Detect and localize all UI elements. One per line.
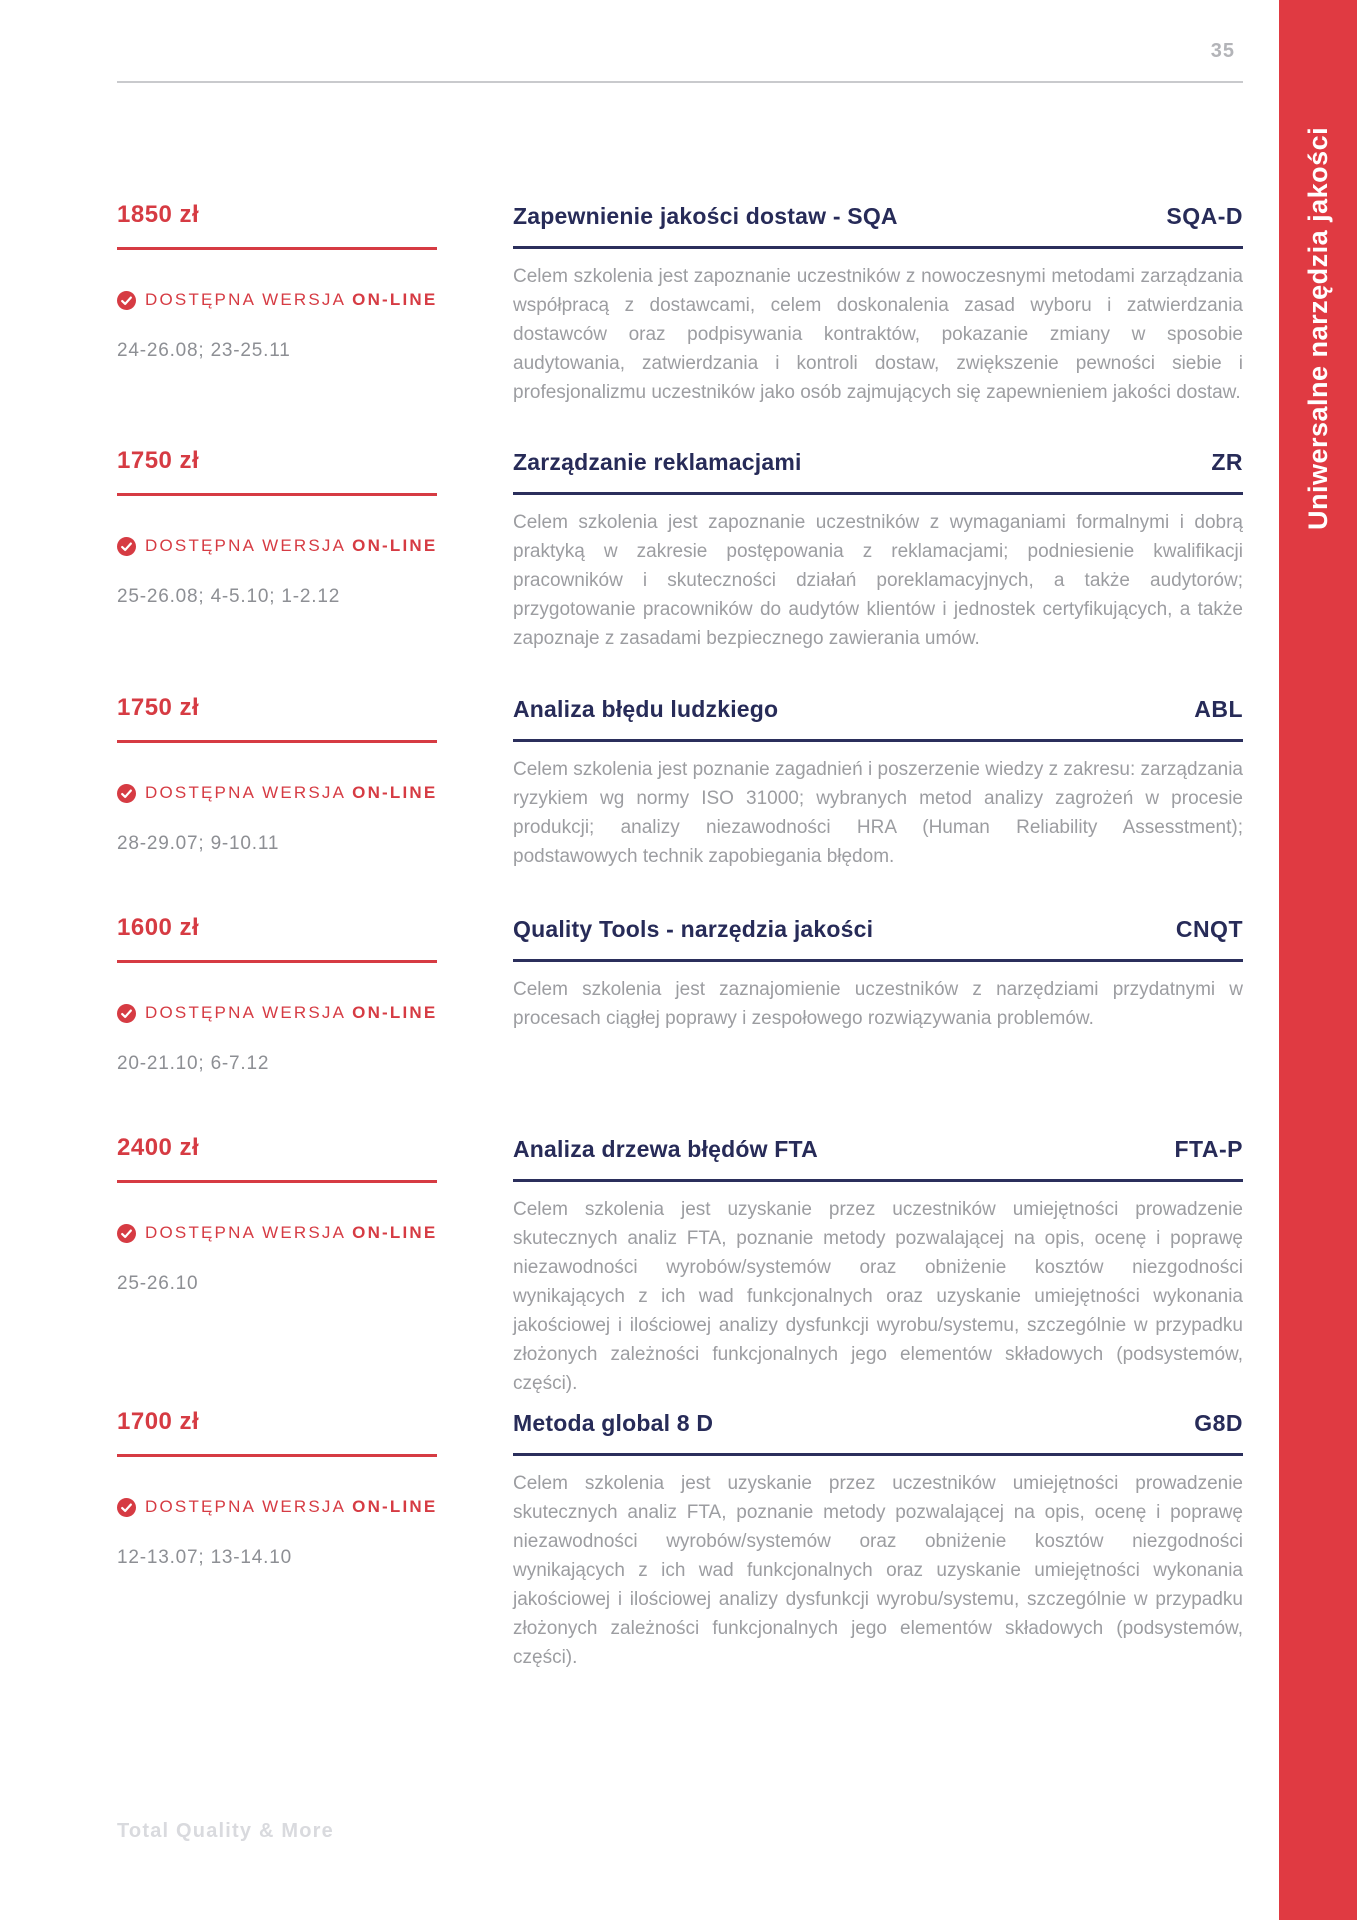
course-title: Zarządzanie reklamacjami (513, 449, 802, 475)
course-price: 1600 zł (117, 914, 200, 941)
course-meta-column (117, 916, 437, 1075)
course-dates: 25-26.08; 4-5.10; 1-2.12 (117, 586, 341, 607)
course-description: Celem szkolenia jest zaznajomienie uczestników z narzędziami przydatnymi w procesach ciągłej poprawy i zespołowego rozwiązywania problemów. (513, 979, 1243, 1029)
course-detail-column (513, 696, 1243, 871)
course-meta-column (117, 1136, 437, 1295)
course-dates: 12-13.07; 13-14.10 (117, 1547, 292, 1568)
availability-label: DOSTĘPNA WERSJA (145, 1223, 347, 1242)
title-divider (513, 739, 1243, 742)
availability-online-label: ON-LINE (352, 1003, 438, 1022)
course-code: ZR (1211, 449, 1243, 475)
course-description: Celem szkolenia jest poznanie zagadnień i poszerzenie wiedzy z zakresu: zarządzania ryzykiem wg normy ISO 31000; wybranych metod analizy zagrożeń w procesie produkcji; analizy niezawodności HRA (Human Reliability Assesstment); podstawowych technik zapobiegania błędom. (513, 759, 1243, 867)
footer-brand: Total Quality & More (117, 1820, 334, 1842)
course-meta-column (117, 696, 437, 855)
availability-row (117, 536, 437, 556)
course-title-row (513, 449, 1243, 476)
course-description: Celem szkolenia jest zapoznanie uczestników z nowoczesnymi metodami zarządzania współpracą z dostawcami, celem doskonalenia zasad wyboru i zatwierdzania dostawców oraz podpisywania kontraktów, pokazanie zmiany w sposobie audytowania, zatwierdzania i kontroli dostaw, zwiększenie pewności siebie i profesjonalizmu uczestników jako osób zajmujących się zapewnieniem jakości dostaw. (513, 266, 1243, 403)
sidebar-vertical-label: Uniwersalne narzędzia jakości (1303, 126, 1333, 530)
price-divider (117, 1180, 437, 1183)
course-dates: 24-26.08; 23-25.11 (117, 340, 291, 361)
top-divider (117, 81, 1243, 83)
course-code: SQA-D (1166, 203, 1243, 229)
course-dates: 25-26.10 (117, 1273, 199, 1294)
availability-row (117, 1223, 437, 1243)
check-circle-icon (117, 291, 136, 310)
course-detail-column (513, 449, 1243, 653)
course-title: Analiza drzewa błędów FTA (513, 1136, 818, 1162)
check-circle-icon (117, 1224, 136, 1243)
title-divider (513, 246, 1243, 249)
course-title-row (513, 1410, 1243, 1437)
course-price: 2400 zł (117, 1134, 200, 1161)
course-title: Quality Tools - narzędzia jakości (513, 916, 874, 942)
course-meta-column (117, 203, 437, 362)
course-description: Celem szkolenia jest uzyskanie przez uczestników umiejętności prowadzenie skutecznych analiz FTA, poznanie metody pozwalającej na opis, ocenę i poprawę niezawodności wyrobów/systemów oraz obniżenie kosztów niezgodności wynikających z ich wad funkcjonalnych oraz uzyskanie umiejętności wykonania jakościowej i ilościowej analizy dysfunkcji wyrobu/systemu, szczególnie w przypadku złożonych zależności funkcjonalnych jego elementów składowych (podsystemów, części). (513, 1473, 1243, 1668)
availability-label: DOSTĘPNA WERSJA (145, 536, 347, 555)
price-divider (117, 960, 437, 963)
check-circle-icon (117, 1004, 136, 1023)
title-divider (513, 959, 1243, 962)
course-price: 1850 zł (117, 201, 200, 228)
course-code: CNQT (1175, 916, 1243, 942)
course-title-row (513, 696, 1243, 723)
availability-row (117, 783, 437, 803)
course-title-row (513, 203, 1243, 230)
availability-label: DOSTĘPNA WERSJA (145, 1003, 347, 1022)
course-description: Celem szkolenia jest zapoznanie uczestników z wymaganiami formalnymi i dobrą praktyką w zakresie postępowania z reklamacjami; podniesienie kwalifikacji pracowników i skuteczności działań poreklamacyjnych, a także audytorów; przygotowanie pracowników do audytów klientów i jednostek certyfikujących, a także zapoznaje z zasadami bezpiecznego zawierania umów. (513, 512, 1243, 649)
course-detail-column (513, 203, 1243, 407)
price-divider (117, 1454, 437, 1457)
availability-online-label: ON-LINE (352, 1497, 438, 1516)
title-divider (513, 1453, 1243, 1456)
check-circle-icon (117, 1498, 136, 1517)
price-divider (117, 740, 437, 743)
course-code: G8D (1194, 1410, 1243, 1436)
availability-label: DOSTĘPNA WERSJA (145, 1497, 347, 1516)
availability-online-label: ON-LINE (352, 290, 438, 309)
title-divider (513, 492, 1243, 495)
availability-online-label: ON-LINE (352, 536, 438, 555)
price-divider (117, 247, 437, 250)
course-title-row (513, 1136, 1243, 1163)
course-meta-column (117, 449, 437, 608)
course-dates: 28-29.07; 9-10.11 (117, 833, 280, 854)
availability-online-label: ON-LINE (352, 783, 438, 802)
course-title-row (513, 916, 1243, 943)
course-price: 1750 zł (117, 694, 200, 721)
course-detail-column (513, 916, 1243, 1033)
course-title: Zapewnienie jakości dostaw - SQA (513, 203, 898, 229)
availability-row (117, 1497, 437, 1517)
course-code: ABL (1194, 696, 1243, 722)
course-price: 1750 zł (117, 447, 200, 474)
availability-row (117, 1003, 437, 1023)
check-circle-icon (117, 784, 136, 803)
course-price: 1700 zł (117, 1408, 200, 1435)
sidebar-bar (1279, 0, 1357, 1920)
availability-online-label: ON-LINE (352, 1223, 438, 1242)
course-detail-column (513, 1410, 1243, 1672)
title-divider (513, 1179, 1243, 1182)
course-dates: 20-21.10; 6-7.12 (117, 1053, 270, 1074)
course-meta-column (117, 1410, 437, 1569)
availability-label: DOSTĘPNA WERSJA (145, 783, 347, 802)
course-detail-column (513, 1136, 1243, 1398)
price-divider (117, 493, 437, 496)
course-title: Metoda global 8 D (513, 1410, 714, 1436)
check-circle-icon (117, 537, 136, 556)
availability-label: DOSTĘPNA WERSJA (145, 290, 347, 309)
page-number: 35 (1210, 40, 1235, 62)
course-title: Analiza błędu ludzkiego (513, 696, 779, 722)
course-code: FTA-P (1174, 1136, 1243, 1162)
availability-row (117, 290, 437, 310)
course-description: Celem szkolenia jest uzyskanie przez uczestników umiejętności prowadzenie skutecznych analiz FTA, poznanie metody pozwalającej na opis, ocenę i poprawę niezawodności wyrobów/systemów oraz obniżenie kosztów niezgodności wynikających z ich wad funkcjonalnych oraz uzyskanie umiejętności wykonania jakościowej i ilościowej analizy dysfunkcji wyrobu/systemu, szczególnie w przypadku złożonych zależności funkcjonalnych jego elementów składowych (podsystemów, części). (513, 1199, 1243, 1394)
